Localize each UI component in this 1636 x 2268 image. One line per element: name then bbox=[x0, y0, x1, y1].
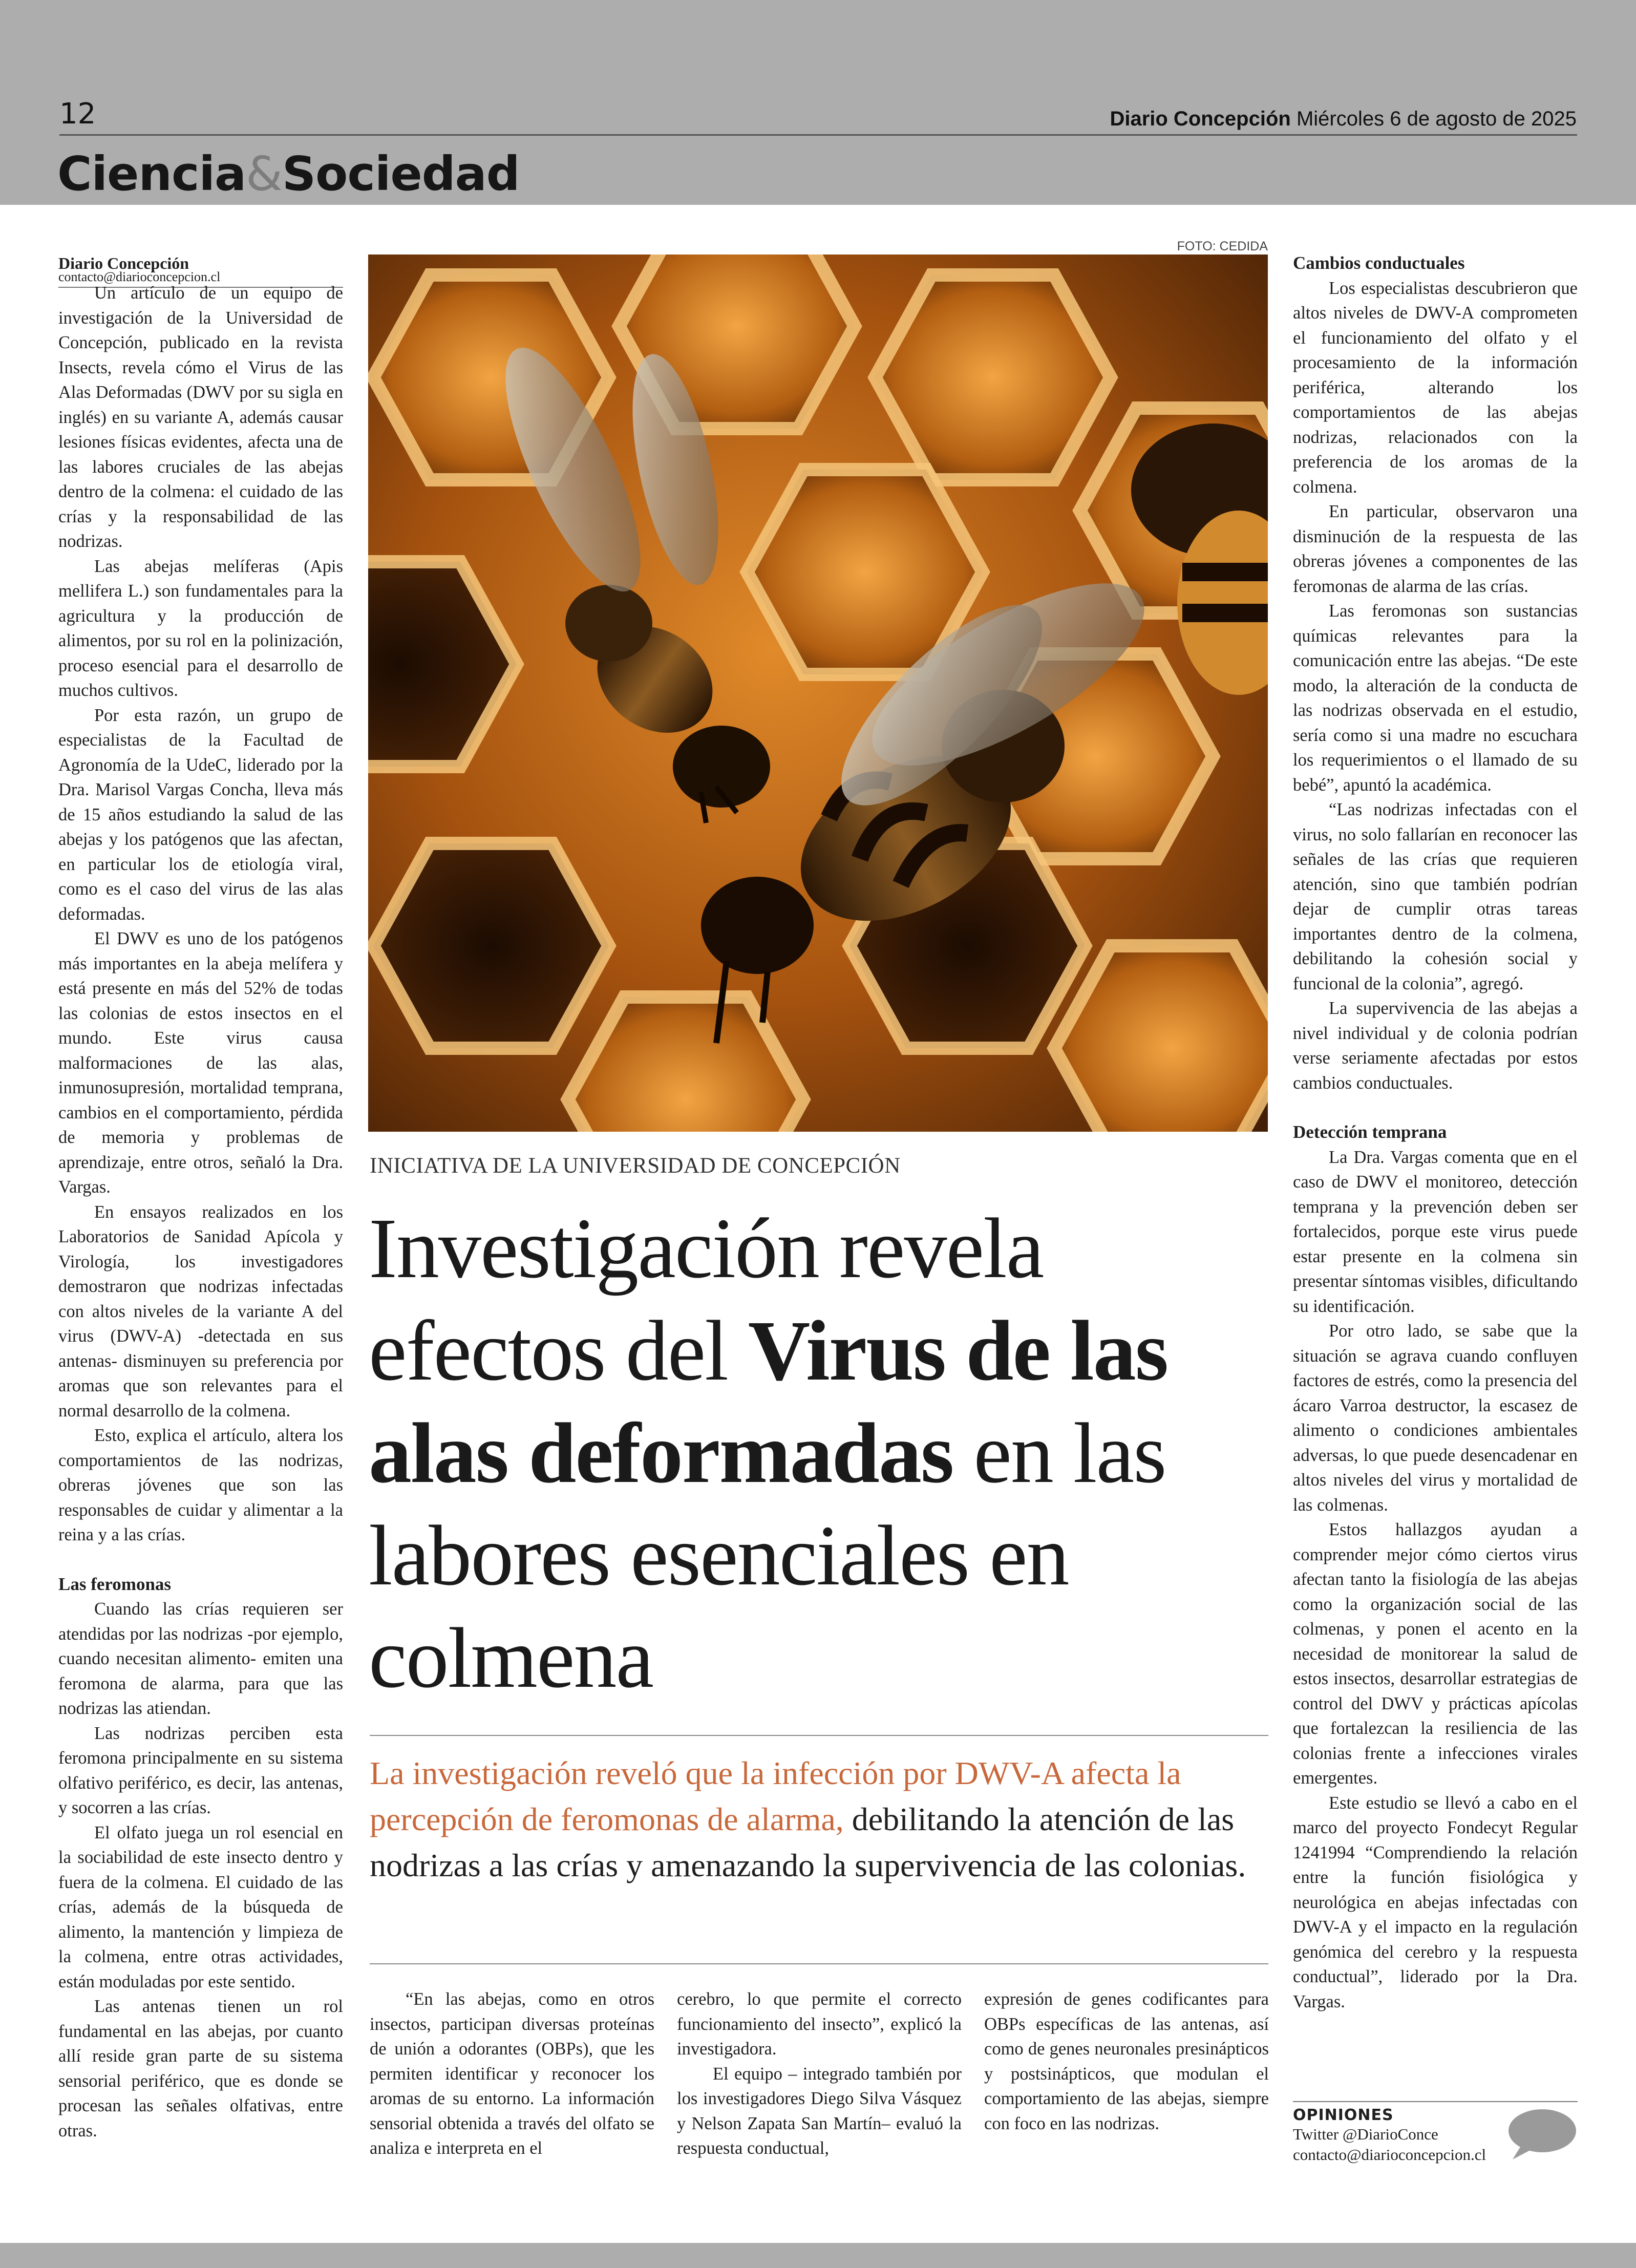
paragraph: En ensayos realizados en los Laboratorios de Sanidad Apícola y Virología, los investigadores demostraron que nodrizas infectadas con altos niveles de la variante A del virus (DWV-A) -detectada en sus antenas- disminuyen su preferencia por aromas que son relevantes para el normal desarrollo de la colmena. bbox=[58, 1202, 343, 1421]
opinions-rule bbox=[1293, 2101, 1578, 2102]
paragraph: Las antenas tienen un rol fundamental en las abejas, por cuanto allí reside gran parte de su sistema sensorial periférico, que es donde se procesan las señales olfativas, entre otras. bbox=[58, 1997, 343, 2140]
spacer bbox=[58, 1548, 343, 1572]
lower-column-3 bbox=[984, 1987, 1269, 2136]
article-headline bbox=[369, 1197, 1270, 1709]
lower-column-1 bbox=[370, 1987, 654, 2161]
opinions-title: OPINIONES bbox=[1293, 2106, 1394, 2124]
byline-name: Diario Concepción bbox=[58, 254, 189, 272]
byline-email: contacto@diarioconcepcion.cl bbox=[58, 269, 221, 284]
paragraph: Por otro lado, se sabe que la situación se agrava cuando confluyen factores de estrés, como la presencia del ácaro Varroa destructor, la escasez de alimento o condiciones ambientales adversas, lo que puede desencadenar en altos niveles del virus y mortalidad de las colmenas. bbox=[1293, 1321, 1578, 1515]
paragraph: Las feromonas son sustancias químicas relevantes para la comunicación entre las abejas. “De este modo, la alteración de la conducta de las nodrizas observada en el estudio, sería como si una madre no escuchara los requerimientos o el llamado de su bebé”, apuntó la académica. bbox=[1293, 601, 1578, 795]
right-column bbox=[1293, 251, 1578, 2014]
paper-name: Diario Concepción bbox=[1110, 108, 1291, 130]
spacer bbox=[1293, 1095, 1578, 1120]
section-title-part1: Ciencia bbox=[57, 146, 246, 201]
subhead-cambios-conductuales: Cambios conductuales bbox=[1293, 253, 1465, 273]
paragraph: El olfato juega un rol esencial en la sociabilidad de este insecto dentro y fuera de la colmena. El cuidado de las crías, además de la búsqueda de alimento, la mantención y limpieza de la colmena, entre otras actividades, están moduladas por este sentido. bbox=[58, 1822, 343, 1991]
footer-band bbox=[0, 2243, 1636, 2268]
headline-bold: Virus de las alas deformadas bbox=[369, 1303, 1168, 1501]
issue-date: Miércoles 6 de agosto de 2025 bbox=[1296, 108, 1577, 130]
paragraph: Este estudio se llevó a cabo en el marco del proyecto Fondecyt Regular 1241994 “Comprendiendo la relación entre la función fisiológica y neurológica en abejas infectadas con DWV-A y el impacto en la regulación genómica del cerebro y la respuesta conductual”, liderado por la Dra. Vargas. bbox=[1293, 1793, 1578, 2011]
paragraph: “Las nodrizas infectadas con el virus, no solo fallarían en reconocer las señales de las crías que requieren atención, sino que también podrían dejar de cumplir otras tareas importantes dentro de la colmena, debilitando la cohesión social y funcional de la colonia”, agregó. bbox=[1293, 800, 1578, 993]
paragraph: Las nodrizas perciben esta feromona principalmente en su sistema olfativo periférico, es decir, las antenas, y socorren a las crías. bbox=[58, 1723, 343, 1817]
section-title-part2: Sociedad bbox=[282, 146, 520, 201]
paragraph: “En las abejas, como en otros insectos, participan diversas proteínas de unión a odorantes (OBPs), que les permiten identificar y reconocer los aromas de su entorno. La información sensorial obtenida a través del olfato se analiza e interpreta en el bbox=[370, 1989, 654, 2158]
paragraph: Los especialistas descubrieron que altos niveles de DWV-A comprometen el funcionamiento del olfato y el procesamiento de la información periférica, alterando los comportamientos de las abejas nodrizas, relacionados con la preferencia de los aromas de la colmena. bbox=[1293, 278, 1578, 497]
speech-bubble-icon bbox=[1505, 2106, 1577, 2163]
deck-rule-top bbox=[370, 1735, 1268, 1736]
section-title bbox=[57, 146, 520, 201]
photo-credit: FOTO: CEDIDA bbox=[1177, 239, 1268, 253]
bee-photo-illustration bbox=[368, 255, 1268, 1132]
bee-honeycomb-photo bbox=[368, 255, 1268, 1132]
paragraph: La supervivencia de las abejas a nivel individual y de colonia podrían verse seriamente afectadas por estos cambios conductuales. bbox=[1293, 999, 1578, 1093]
paragraph: cerebro, lo que permite el correcto funcionamiento del insecto”, explicó la investigadora. bbox=[677, 1989, 962, 2059]
page-number: 12 bbox=[59, 97, 96, 131]
paragraph: Un artículo de un equipo de investigación de la Universidad de Concepción, publicado en la revista Insects, revela cómo el Virus de las Alas Deformadas (DWV por su sigla en inglés) en su variante A, además causar lesiones físicas evidentes, afecta una de las labores cruciales de las abejas dentro de la colmena: el cuidado de las crías y la responsabilidad de las nodrizas. bbox=[58, 283, 343, 551]
headline-part-a: Investigación revela efectos del bbox=[369, 1201, 1044, 1398]
opinions-email[interactable]: contacto@diarioconcepcion.cl bbox=[1293, 2146, 1486, 2164]
lower-column-2 bbox=[677, 1987, 962, 2161]
deck-highlight: La investigación reveló que la infección por DWV-A afecta la percepción de feromonas de alarma, bbox=[370, 1755, 1181, 1837]
paragraph: El equipo – integrado también por los investigadores Diego Silva Vásquez y Nelson Zapata San Martín– evaluó la respuesta conductual, bbox=[677, 2064, 962, 2158]
paragraph: La Dra. Vargas comenta que en el caso de DWV el monitoreo, detección temprana y la prevención deben ser fortalecidos, porque este virus puede estar presente en la colmena sin presentar síntomas visibles, dificultando su identificación. bbox=[1293, 1147, 1578, 1316]
subhead-feromonas: Las feromonas bbox=[58, 1574, 172, 1594]
paragraph: Cuando las crías requieren ser atendidas por las nodrizas -por ejemplo, cuando necesitan alimento- emiten una feromona de alarma, para que las nodrizas las atiendan. bbox=[58, 1599, 343, 1718]
opinions-box bbox=[1293, 2101, 1578, 2165]
left-column bbox=[58, 281, 343, 2143]
deck-rule-bottom bbox=[370, 1963, 1268, 1964]
deck-rest: debilitando la atención de las nodrizas a las crías y amenazando la supervivencia de las colonias. bbox=[370, 1801, 1246, 1883]
paragraph: expresión de genes codificantes para OBPs específicas de las antenas, así como de genes neuronales presinápticos y postsinápticos, que modulan el comportamiento de las abejas, siempre con foco en las nodrizas. bbox=[984, 1989, 1269, 2133]
header-rule bbox=[59, 134, 1577, 136]
section-title-amp: & bbox=[246, 146, 282, 201]
paragraph: Estos hallazgos ayudan a comprender mejor cómo ciertos virus afectan tanto la fisiología de las abejas como la organización social de las colmenas, y ponen el acento en la necesidad de monitorear la salud de estos insectos, desarrollar estrategias de control del DWV y prácticas apícolas que fortalezcan la resiliencia de las colonias frente a infecciones virales emergentes. bbox=[1293, 1520, 1578, 1788]
paragraph: Por esta razón, un grupo de especialistas de la Facultad de Agronomía de la UdeC, liderado por la Dra. Marisol Vargas Concha, lleva más de 15 años estudiando la salud de las abejas y los patógenos que las afectan, en particular los de etiología viral, como es el caso del virus de las alas deformadas. bbox=[58, 705, 343, 924]
masthead bbox=[1110, 108, 1577, 131]
headline-part-b: en las labores esenciales en colmena bbox=[369, 1406, 1166, 1706]
paragraph: En particular, observaron una disminución de la respuesta de las obreras jóvenes a componentes de las feromonas de alarma de las crías. bbox=[1293, 502, 1578, 596]
article-kicker: INICIATIVA DE LA UNIVERSIDAD DE CONCEPCIÓN bbox=[370, 1154, 901, 1178]
paragraph: El DWV es uno de los patógenos más importantes en la abeja melífera y está presente en más del 52% de todas las colonias de estos insectos en el mundo. Este virus causa malformaciones de las alas, inmunosupresión, mortalidad temprana, cambios en el comportamiento, pérdida de memoria y problemas de aprendizaje, entre otros, señaló la Dra. Vargas. bbox=[58, 929, 343, 1197]
paragraph: Esto, explica el artículo, altera los comportamientos de las nodrizas, obreras jóvenes que son las responsables de cuidar y alimentar a la reina y a las crías. bbox=[58, 1426, 343, 1544]
article-deck bbox=[370, 1750, 1268, 1889]
opinions-twitter[interactable]: Twitter @DiarioConce bbox=[1293, 2125, 1438, 2143]
paragraph: Las abejas melíferas (Apis mellifera L.) son fundamentales para la agricultura y la producción de alimentos, por su rol en la polinización, proceso esencial para el desarrollo de muchos cultivos. bbox=[58, 556, 343, 700]
subhead-deteccion-temprana: Detección temprana bbox=[1293, 1122, 1447, 1142]
